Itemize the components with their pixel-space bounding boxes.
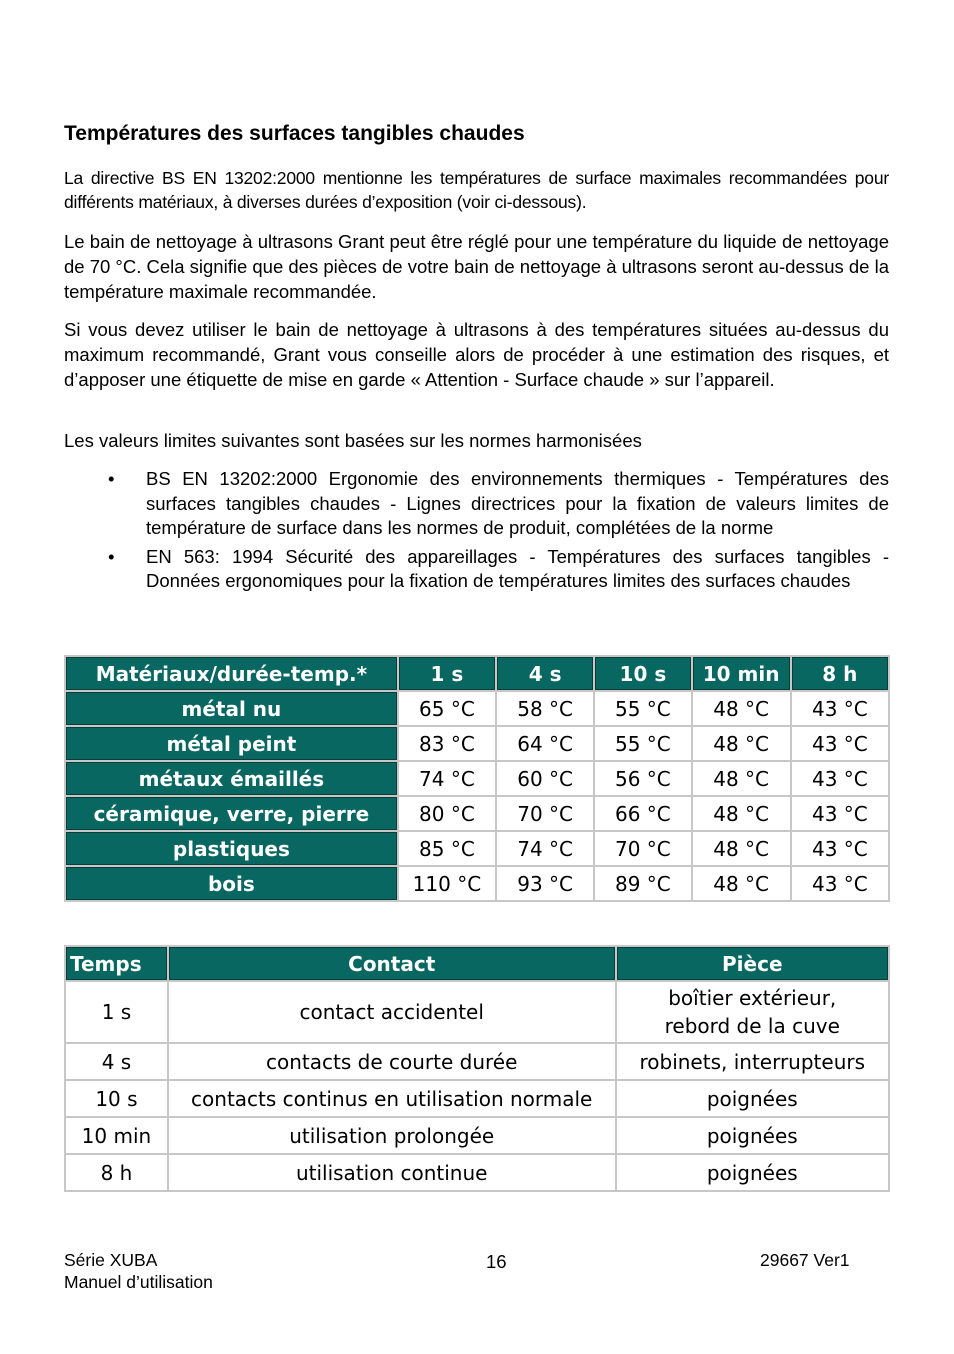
footer-series: Série XUBA xyxy=(64,1250,158,1270)
column-header: 10 min xyxy=(692,656,791,691)
table-row xyxy=(65,691,889,726)
table-cell: 74 °C xyxy=(496,831,594,866)
table-cell: 10 s xyxy=(65,1080,168,1117)
temperature-limits-table xyxy=(64,655,890,902)
table-cell: 43 °C xyxy=(791,831,889,866)
table-cell: contacts continus en utilisation normale xyxy=(168,1080,616,1117)
table-cell: 43 °C xyxy=(791,761,889,796)
table-cell: 110 °C xyxy=(398,866,496,901)
table-header-row xyxy=(65,656,889,691)
table-cell: 48 °C xyxy=(692,796,791,831)
table-cell: utilisation prolongée xyxy=(168,1117,616,1154)
table-cell: 58 °C xyxy=(496,691,594,726)
table-cell: poignées xyxy=(616,1080,889,1117)
table-cell: 70 °C xyxy=(496,796,594,831)
standards-list xyxy=(64,467,889,598)
column-header: Pièce xyxy=(616,946,889,981)
list-item xyxy=(64,467,889,541)
table-cell: 43 °C xyxy=(791,726,889,761)
footer-left xyxy=(64,1249,213,1293)
cell-line: boîtier extérieur, xyxy=(668,986,837,1010)
column-header: Temps xyxy=(65,946,168,981)
contact-duration-table xyxy=(64,945,890,1192)
table-cell: 66 °C xyxy=(594,796,691,831)
column-header: 1 s xyxy=(398,656,496,691)
row-header: métal peint xyxy=(65,726,398,761)
cell-line: rebord de la cuve xyxy=(664,1014,840,1038)
table-row xyxy=(65,761,889,796)
table-cell: 10 min xyxy=(65,1117,168,1154)
table-header-row xyxy=(65,946,889,981)
list-item-text: EN 563: 1994 Sécurité des appareillages - Températures des surfaces tangibles - Données ergonomiques pour la fixation de températures limites des surfaces chaudes xyxy=(146,545,889,591)
footer-manual: Manuel d’utilisation xyxy=(64,1272,213,1292)
table-cell: 56 °C xyxy=(594,761,691,796)
table-cell: utilisation continue xyxy=(168,1154,616,1191)
table-cell: 48 °C xyxy=(692,866,791,901)
table-cell: 89 °C xyxy=(594,866,691,901)
table-row xyxy=(65,1154,889,1191)
table-cell: 8 h xyxy=(65,1154,168,1191)
table-cell: poignées xyxy=(616,1117,889,1154)
table-cell: 74 °C xyxy=(398,761,496,796)
table-cell: contacts de courte durée xyxy=(168,1043,616,1080)
column-header: 10 s xyxy=(594,656,691,691)
table-cell: 85 °C xyxy=(398,831,496,866)
table-cell xyxy=(616,981,889,1043)
paragraph-risk-advice: Si vous devez utiliser le bain de nettoyage à ultrasons à des températures situées au-dessus du maximum recommandé, Grant vous conseille alors de procéder à une estimation des risques, et d’apposer une étiquette de mise en garde « Attention - Surface chaude » sur l’appareil. xyxy=(64,319,889,390)
table-row xyxy=(65,796,889,831)
table-cell: 48 °C xyxy=(692,691,791,726)
table-row xyxy=(65,1117,889,1154)
list-item xyxy=(64,545,889,594)
table-cell: 4 s xyxy=(65,1043,168,1080)
bullet-icon: • xyxy=(108,468,115,489)
column-header: 4 s xyxy=(496,656,594,691)
table-cell: 83 °C xyxy=(398,726,496,761)
table-cell: contact accidentel xyxy=(168,981,616,1043)
section-heading: Températures des surfaces tangibles chaudes xyxy=(64,122,525,145)
paragraph-limit-values: Les valeurs limites suivantes sont basées sur les normes harmonisées xyxy=(64,430,642,451)
table-cell: 55 °C xyxy=(594,726,691,761)
column-header: Contact xyxy=(168,946,616,981)
table-cell: 43 °C xyxy=(791,866,889,901)
table-cell: 64 °C xyxy=(496,726,594,761)
row-header: métaux émaillés xyxy=(65,761,398,796)
paragraph-directive: La directive BS EN 13202:2000 mentionne les températures de surface maximales recommandées pour différents matériaux, à diverses durées d’exposition (voir ci-dessous). xyxy=(64,168,889,212)
table-cell: 65 °C xyxy=(398,691,496,726)
table-cell: 48 °C xyxy=(692,831,791,866)
table-cell: 43 °C xyxy=(791,691,889,726)
table-cell: 48 °C xyxy=(692,726,791,761)
table-cell: 1 s xyxy=(65,981,168,1043)
table-cell: robinets, interrupteurs xyxy=(616,1043,889,1080)
bullet-icon: • xyxy=(108,545,115,567)
column-header: 8 h xyxy=(791,656,889,691)
row-header: métal nu xyxy=(65,691,398,726)
page-number: 16 xyxy=(486,1251,507,1272)
list-item-text: BS EN 13202:2000 Ergonomie des environnements thermiques - Températures des surfaces tangibles chaudes - Lignes directrices pour la fixation de valeurs limites de température de surface dans les normes de produit, complétées de la norme xyxy=(146,468,889,538)
table-cell: poignées xyxy=(616,1154,889,1191)
table-row xyxy=(65,981,889,1043)
table-cell: 70 °C xyxy=(594,831,691,866)
table-cell: 55 °C xyxy=(594,691,691,726)
footer-reference: 29667 Ver1 xyxy=(760,1250,850,1270)
row-header: bois xyxy=(65,866,398,901)
row-header: plastiques xyxy=(65,831,398,866)
table-cell: 80 °C xyxy=(398,796,496,831)
row-header: céramique, verre, pierre xyxy=(65,796,398,831)
table-row xyxy=(65,866,889,901)
column-header: Matériaux/durée-temp.* xyxy=(65,656,398,691)
table-row xyxy=(65,831,889,866)
table-cell: 60 °C xyxy=(496,761,594,796)
table-cell: 48 °C xyxy=(692,761,791,796)
table-cell: 43 °C xyxy=(791,796,889,831)
paragraph-bath-temperature: Le bain de nettoyage à ultrasons Grant peut être réglé pour une température du liquide de nettoyage de 70 °C. Cela signifie que des pièces de votre bain de nettoyage à ultrasons seront au-dessus de la température maximale recommandée. xyxy=(64,231,890,302)
table-row xyxy=(65,726,889,761)
table-row xyxy=(65,1080,889,1117)
table-row xyxy=(65,1043,889,1080)
table-cell: 93 °C xyxy=(496,866,594,901)
